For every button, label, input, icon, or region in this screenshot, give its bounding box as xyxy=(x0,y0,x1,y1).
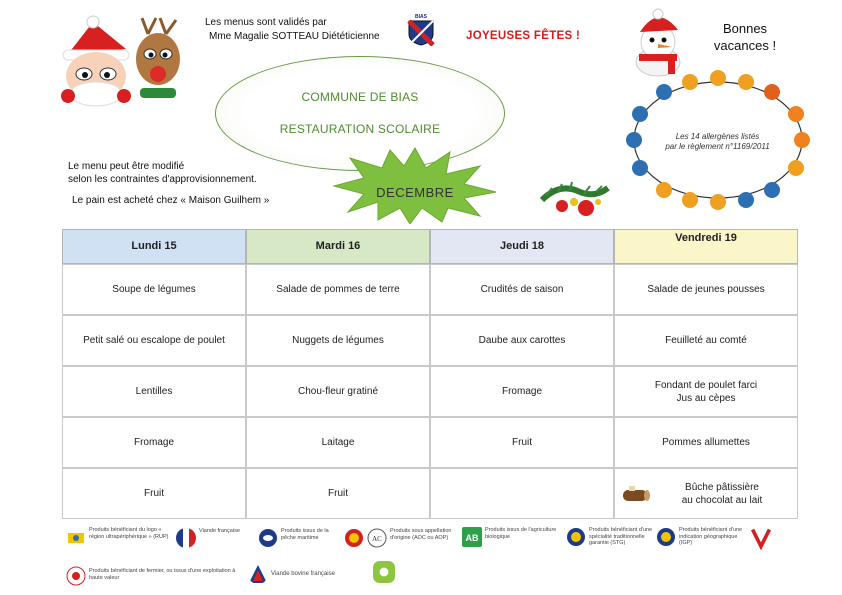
holiday-wish-line-1: Bonnes xyxy=(722,21,768,36)
label-bio xyxy=(462,527,562,547)
ab-logo-icon xyxy=(462,527,482,547)
label-peche-text: Produits issus de la pêche maritime xyxy=(281,528,329,541)
label-fermier xyxy=(66,566,246,586)
menu-cell xyxy=(430,468,614,519)
label-rup xyxy=(66,527,176,547)
validation-note xyxy=(205,16,380,44)
menu-change-note xyxy=(68,160,257,186)
menu-cell: Chou-fleur gratiné xyxy=(246,366,430,417)
bread-note: Le pain est acheté chez « Maison Guilhem » xyxy=(72,195,270,206)
menu-cell: Laitage xyxy=(246,417,430,468)
menu-change-line-1: Le menu peut être modifié xyxy=(68,161,185,172)
menu-table xyxy=(62,229,798,520)
bias-logo-text: BIAS xyxy=(415,14,427,20)
christmas-ornaments-illustration xyxy=(540,178,610,220)
label-stg xyxy=(566,527,658,547)
label-igp-text: Produits bénéficiant d'une indication géographique (IGP) xyxy=(679,527,743,546)
menu-cell: Lentilles xyxy=(62,366,246,417)
restauration-title: RESTAURATION SCOLAIRE xyxy=(279,122,441,136)
yule-log-icon xyxy=(621,484,651,504)
beef-flag-icon xyxy=(248,564,268,584)
label-peche xyxy=(258,528,338,548)
label-rup-text: Produits bénéficiant du logo « région ultrapériphérique » (RUP) xyxy=(89,527,169,540)
menu-cell: Salade de pommes de terre xyxy=(246,264,430,315)
allergen-line-2: par le règlement n°1169/2011 xyxy=(665,142,770,151)
label-bio-text: Produits issus de l'agriculture biologique xyxy=(485,527,557,540)
label-aoc xyxy=(344,528,464,548)
holiday-wish xyxy=(700,20,790,54)
santa-reindeer-illustration xyxy=(48,14,198,114)
fish-icon xyxy=(258,528,278,548)
label-rouge xyxy=(748,526,778,550)
day-header-lundi: Lundi 15 xyxy=(62,229,246,264)
svg-text:AB: AB xyxy=(465,533,479,543)
menu-cell: Fromage xyxy=(430,366,614,417)
menu-cell: Nuggets de légumes xyxy=(246,315,430,366)
month-title: DECEMBRE xyxy=(376,185,454,200)
farm-seal-icon xyxy=(66,566,86,586)
label-green-leaf xyxy=(368,561,408,583)
menu-cell-buche-text: Bûche pâtissière au chocolat au lait xyxy=(681,481,763,506)
menu-cell: Fromage xyxy=(62,417,246,468)
menu-cell: Daube aux carottes xyxy=(430,315,614,366)
label-bovine-text: Viande bovine française xyxy=(271,570,335,577)
shield-icon xyxy=(407,20,435,46)
menu-cell: Crudités de saison xyxy=(430,264,614,315)
green-leaf-logo-icon xyxy=(368,561,400,583)
menu-cell-buche xyxy=(614,468,798,519)
label-igp xyxy=(656,527,746,547)
day-header-mardi: Mardi 16 xyxy=(246,229,430,264)
day-header-jeudi: Jeudi 18 xyxy=(430,229,614,264)
menu-cell: Petit salé ou escalope de poulet xyxy=(62,315,246,366)
menu-cell: Fruit xyxy=(246,468,430,519)
bias-logo xyxy=(407,14,435,46)
french-flag-icon xyxy=(176,528,196,548)
aoc-logo-icon xyxy=(367,528,387,548)
holiday-wish-line-2: vacances ! xyxy=(713,38,777,53)
menu-cell: Fruit xyxy=(430,417,614,468)
label-stg-text: Produits bénéficiant d'une spécialité traditionnelle garantie (STG) xyxy=(589,527,653,546)
label-aoc-text: Produits sous appellation d'origine (AOC ou AOP) xyxy=(390,528,452,541)
menu-cell: Pommes allumettes xyxy=(614,417,798,468)
menu-cell: Feuilleté au comté xyxy=(614,315,798,366)
menu-cell: Soupe de légumes xyxy=(62,264,246,315)
igp-seal-icon xyxy=(656,527,676,547)
aop-seal-icon xyxy=(344,528,364,548)
label-fermier-text: Produits bénéficiant de fermier, ou issus d'une exploitation à haute valeur xyxy=(89,568,236,581)
stg-seal-icon xyxy=(566,527,586,547)
menu-cell: Fondant de poulet farci Jus au cèpes xyxy=(614,366,798,417)
label-rouge-icon xyxy=(748,526,774,550)
menu-cell: Fruit xyxy=(62,468,246,519)
allergen-wheel-title xyxy=(660,132,775,152)
validation-line-1: Les menus sont validés par xyxy=(205,17,327,28)
svg-text:AC: AC xyxy=(372,535,382,543)
allergen-line-1: Les 14 allergènes listés xyxy=(675,132,760,141)
menu-cell: Salade de jeunes pousses xyxy=(614,264,798,315)
label-viande-francaise xyxy=(176,528,248,548)
label-bovine xyxy=(248,564,358,584)
validation-line-2: Mme Magalie SOTTEAU Diététicienne xyxy=(209,31,380,42)
greeting-text: JOYEUSES FÊTES ! xyxy=(466,30,581,42)
label-viande-francaise-text: Viande française xyxy=(199,528,240,534)
rup-logo-icon xyxy=(66,527,86,547)
snowman-illustration xyxy=(626,8,696,78)
commune-title: COMMUNE DE BIAS xyxy=(301,90,419,104)
menu-change-line-2: selon les contraintes d'approvisionnement. xyxy=(68,174,257,185)
day-header-vendredi: Vendredi 19 xyxy=(614,229,798,264)
